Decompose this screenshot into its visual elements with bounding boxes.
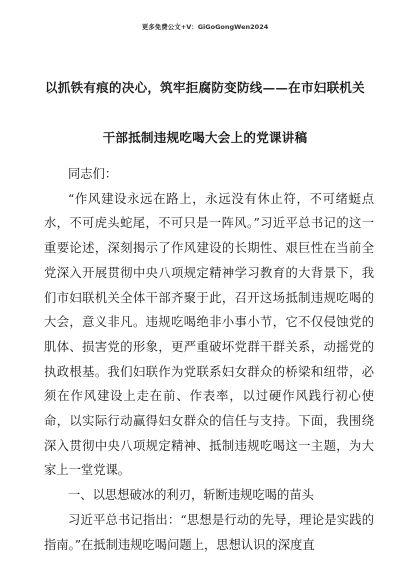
section-heading: 一、以思想破冰的利刃，斩断违规吃喝的苗头: [67, 488, 314, 503]
section-paragraph: 习近平总书记指出：“思想是行动的先导，理论是实践的指南。”在抵制违规吃喝问题上，思想认识的深度直: [44, 512, 374, 552]
body-paragraph: “作风建设永远在路上，永远没有休止符，不可绪蜓点水，不可虎头蛇尾，不可只是一阵风。”习近平总书记的这一重要论述，深刻揭示了作风建设的长期性、艰巨性在当前全党深入开展贯彻中央八项规定精神学习教育的大背景下，我们市妇联机关全体干部齐聚于此，召开这场抵制违规吃喝的大会，意义非凡。违规吃喝绝非小事小节，它不仅侵蚀党的肌体、损害党的形象，更严重破坏党群干群关系，动摇党的执政根基。我们妇联作为党联系妇女群众的桥梁和纽带，必须在作风建设上走在前、作表率，以过硬作风践行初心使命，以实际行动赢得妇女群众的信任与支持。下面，我围绕深入贯彻中央八项规定精神、抵制违规吃喝这一主题，为大家上一堂党课。: [44, 191, 374, 478]
document-body: [44, 162, 374, 557]
header-note: 更多免费公文+V：GiGoGongWen2024: [141, 23, 269, 31]
document-title-line2: 干部抵制违规吃喝大会上的党课讲稿: [102, 130, 308, 145]
salutation: 同志们：: [67, 167, 118, 181]
document-title-line1: 以抓铁有痕的决心，筑牢拒腐防变防线——在市妇联机关: [44, 80, 365, 95]
